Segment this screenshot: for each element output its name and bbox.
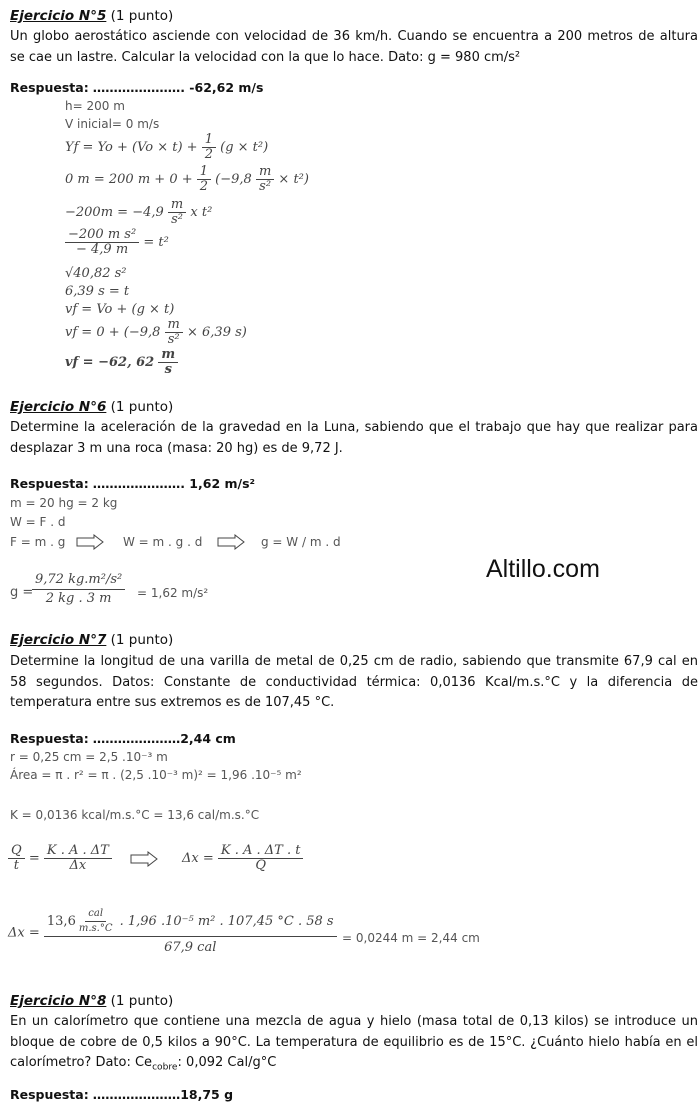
conductivity-conversion: K = 0,0136 kcal/m.s.°C = 13,6 cal/m.s.°C [10, 808, 260, 822]
final-velocity-substituted-rhs: × 6,39 s) [187, 325, 247, 340]
answer-value: …………………. 1,62 m/s² [92, 476, 256, 491]
exercise-6-heading [10, 399, 173, 415]
exercise-8-heading [10, 993, 173, 1009]
gravity-fraction [32, 571, 125, 608]
equation-position-lhs: Yf = Yo + (Vo × t) + [65, 140, 198, 155]
exercise-5-statement: Un globo aerostático asciende con velocidad de 36 km/h. Cuando se encuentra a 200 metros de altura se cae un lastre. Calcular la velocidad con la que lo hace. Dato: g = 980 cm/s² [10, 29, 698, 65]
length-computation [8, 907, 337, 959]
isolate-numerator: −200 m s² [65, 228, 139, 243]
gravity-lhs: g = [10, 585, 34, 600]
equation-final-velocity-result: vf = −62, 62 $\frac{m}{s}$ [65, 348, 178, 377]
watermark: Altillo.com [486, 555, 600, 583]
exercise-8-statement [10, 1012, 698, 1078]
gravity-result: = 1,62 m/s² [137, 586, 209, 600]
exercise-5-answer [10, 80, 263, 95]
exercise-5-title: Ejercicio N°5 [10, 8, 107, 24]
final-velocity-substituted-lhs: vf = 0 + (−9,8 [65, 325, 161, 340]
length-computation-numerator-rest: . 1,96 .10⁻⁵ m² . 107,45 °C . 58 s [119, 914, 334, 929]
length-computation-lhs: Δx = [8, 925, 40, 941]
heat-flow-rhs-denominator: Δx [69, 858, 87, 873]
heat-flow-denominator: t [13, 858, 19, 873]
length-formula-numerator: K . A . ΔT . t [218, 844, 304, 859]
exercise-5-heading [10, 8, 173, 24]
exercise-5-points: (1 punto) [110, 8, 174, 24]
exercise-7-statement: Determine la longitud de una varilla de metal de 0,25 cm de radio, sabiendo que transmite 67,9 cal en 58 segundos. Datos: Constante de conductividad térmica: 0,0136 Kcal/m.s.°C y la diferencia de temperatura entre sus extremos es de 107,45 °C. [10, 654, 698, 710]
exercise-6-points: (1 punto) [110, 399, 174, 415]
implies-arrow-icon [76, 534, 104, 550]
gravity-denominator: 2 kg . 3 m [45, 591, 112, 606]
equation-final-velocity: vf = Vo + (g × t) [65, 302, 175, 317]
isolate-denominator: − 4,9 m [76, 242, 129, 257]
implies-arrow-icon [217, 534, 245, 550]
length-formula [182, 844, 303, 873]
equation-sqrt: √40,82 s² [65, 266, 127, 281]
answer-label: Respuesta: [10, 476, 89, 491]
exercise-7-heading [10, 632, 173, 648]
equation-simplified: −200m = −4,9 $\frac{m}{\text{s²}}$ x t² [65, 197, 213, 227]
initial-velocity-given: V inicial= 0 m/s [65, 117, 160, 131]
area-computation: Área = π . r² = π . (2,5 .10⁻³ m)² = 1,96 .10⁻⁵ m² [10, 768, 302, 782]
answer-value: …………………2,44 cm [92, 731, 236, 746]
exercise-7-answer [10, 731, 236, 746]
length-computation-unit-den: m.s.°C [78, 923, 113, 934]
equation-substituted: 0 m = 200 m + 0 + $\frac{1}{2}$ (−9,8 $\frac{m}{\text{s²}}$ × t²) [65, 164, 309, 194]
exercise-7-title: Ejercicio N°7 [10, 632, 107, 648]
exercise-6-answer [10, 476, 255, 491]
equation-isolate-t [65, 228, 169, 257]
answer-label: Respuesta: [10, 731, 89, 746]
equation-simplified-rhs: x t² [190, 205, 213, 220]
force-formula: F = m . g [10, 535, 66, 549]
exercise-6-statement: Determine la aceleración de la gravedad en la Luna, sabiendo que el trabajo que hay que realizar para desplazar 3 m una roca (masa: 20 hg) es de 9,72 J. [10, 420, 698, 456]
length-result: = 0,0244 m = 2,44 cm [342, 931, 480, 945]
heat-flow-formula [8, 844, 112, 873]
length-formula-lhs: Δx = [182, 851, 214, 866]
length-computation-denominator: 67,9 cal [164, 940, 217, 955]
radius-given: r = 0,25 cm = 2,5 .10⁻³ m [10, 750, 168, 764]
gravity-numerator: 9,72 kg.m²/s² [32, 571, 125, 590]
equation-substituted-lhs: 0 m = 200 m + 0 + [65, 172, 193, 187]
equation-time-result: 6,39 s = t [65, 284, 130, 299]
exercise-6-title: Ejercicio N°6 [10, 399, 107, 415]
implies-arrow-icon [130, 851, 158, 867]
length-computation-unit-num: cal [85, 907, 106, 922]
exercise-8-answer [10, 1087, 233, 1102]
equation-simplified-lhs: −200m = −4,9 [65, 205, 164, 220]
answer-label: Respuesta: [10, 80, 89, 95]
length-formula-denominator: Q [255, 858, 267, 873]
length-computation-coef: 13,6 [46, 914, 76, 929]
answer-label: Respuesta: [10, 1087, 89, 1102]
equation-position: Yf = Yo + (Vo × t) + $\frac{1}{2}$ (g × t²) [65, 132, 269, 162]
heat-flow-numerator: Q [8, 844, 25, 859]
gravity-formula: g = W / m . d [261, 535, 341, 549]
exercise-8-points: (1 punto) [110, 993, 174, 1009]
work-expanded-formula: W = m . g . d [123, 535, 203, 549]
mass-given: m = 20 hg = 2 kg [10, 496, 118, 510]
work-formula: W = F . d [10, 515, 66, 529]
exercise-8-statement-main: En un calorímetro que contiene una mezcla de agua y hielo (masa total de 0,13 kilos) se introduce un bloque de cobre de 0,5 kilos a 90°C. La temperatura de equilibrio es de 15°C. ¿Cuánto hielo había en el calorímetro? Dato: Ce [10, 1014, 698, 1070]
heat-flow-equals: = [28, 851, 40, 866]
answer-value: …………………. -62,62 m/s [92, 80, 264, 95]
copper-subscript: cobre [152, 1062, 178, 1073]
exercise-7-points: (1 punto) [110, 632, 174, 648]
answer-value: …………………18,75 g [92, 1087, 234, 1102]
isolate-rhs: = t² [143, 235, 169, 250]
equation-final-velocity-substituted: vf = 0 + (−9,8 $\frac{m}{\text{s²}}$ × 6,39 s) [65, 317, 247, 347]
exercise-8-statement-end: : 0,092 Cal/g°C [177, 1055, 277, 1070]
exercise-8-title: Ejercicio N°8 [10, 993, 107, 1009]
final-velocity-result-lhs: vf = −62, 62 [65, 355, 155, 370]
heat-flow-rhs-numerator: K . A . ΔT [44, 844, 112, 859]
height-given: h= 200 m [65, 99, 125, 113]
